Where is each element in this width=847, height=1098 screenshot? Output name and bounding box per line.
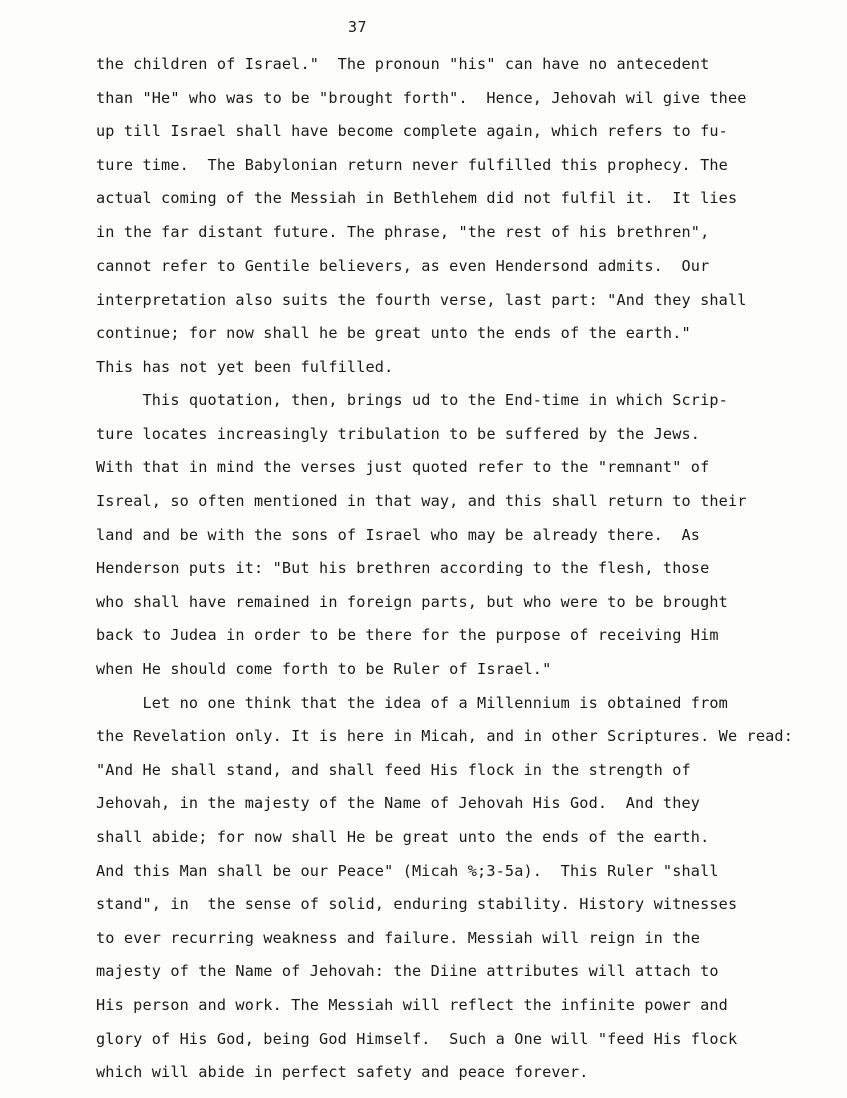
text-line: shall abide; for now shall He be great unto the ends of the earth. (96, 828, 710, 846)
text-line: stand", in the sense of solid, enduring stability. History witnesses (96, 895, 738, 913)
text-line: who shall have remained in foreign parts, but who were to be brought (96, 593, 728, 611)
text-line: Jehovah, in the majesty of the Name of Jehovah His God. And they (96, 794, 701, 812)
text-line: This has not yet been fulfilled. (96, 358, 394, 376)
text-line: Let no one think that the idea of a Millennium is obtained from (96, 694, 728, 712)
text-line: to ever recurring weakness and failure. Messiah will reign in the (96, 929, 701, 947)
text-line: With that in mind the verses just quoted refer to the "remnant" of (96, 458, 710, 476)
text-line: ture locates increasingly tribulation to be suffered by the Jews. (96, 425, 701, 443)
text-line: continue; for now shall he be great unto the ends of the earth." (96, 324, 691, 342)
text-line: Henderson puts it: "But his brethren according to the flesh, those (96, 559, 710, 577)
text-line: ture time. The Babylonian return never fulfilled this prophecy. The (96, 156, 728, 174)
text-line: This quotation, then, brings ud to the End-time in which Scrip- (96, 391, 728, 409)
text-line: majesty of the Name of Jehovah: the Diine attributes will attach to (96, 962, 719, 980)
page-number: 37 (347, 18, 368, 36)
text-line: the Revelation only. It is here in Micah, and in other Scriptures. We read: (96, 727, 794, 745)
text-line: glory of His God, being God Himself. Such a One will "feed His flock (96, 1030, 738, 1048)
text-line: in the far distant future. The phrase, "the rest of his brethren", (96, 223, 710, 241)
text-line: Isreal, so often mentioned in that way, and this shall return to their (96, 492, 747, 510)
text-line: back to Judea in order to be there for the purpose of receiving Him (96, 626, 719, 644)
text-line: up till Israel shall have become complete again, which refers to fu- (96, 122, 728, 140)
text-line: when He should come forth to be Ruler of Israel." (96, 660, 552, 678)
text-line: cannot refer to Gentile believers, as even Hendersond admits. Our (96, 257, 710, 275)
text-line: interpretation also suits the fourth verse, last part: "And they shall (96, 291, 747, 309)
text-line: than "He" who was to be "brought forth". Hence, Jehovah wil give thee (96, 89, 747, 107)
text-line: land and be with the sons of Israel who may be already there. As (96, 526, 701, 544)
text-line: And this Man shall be our Peace" (Micah %;3-5a). This Ruler "shall (96, 862, 719, 880)
text-line: which will abide in perfect safety and peace forever. (96, 1063, 589, 1081)
text-line: actual coming of the Messiah in Bethlehem did not fulfil it. It lies (96, 189, 738, 207)
text-line: "And He shall stand, and shall feed His flock in the strength of (96, 761, 691, 779)
text-line: His person and work. The Messiah will reflect the infinite power and (96, 996, 728, 1014)
text-line: the children of Israel." The pronoun "his" can have no antecedent (96, 55, 710, 73)
